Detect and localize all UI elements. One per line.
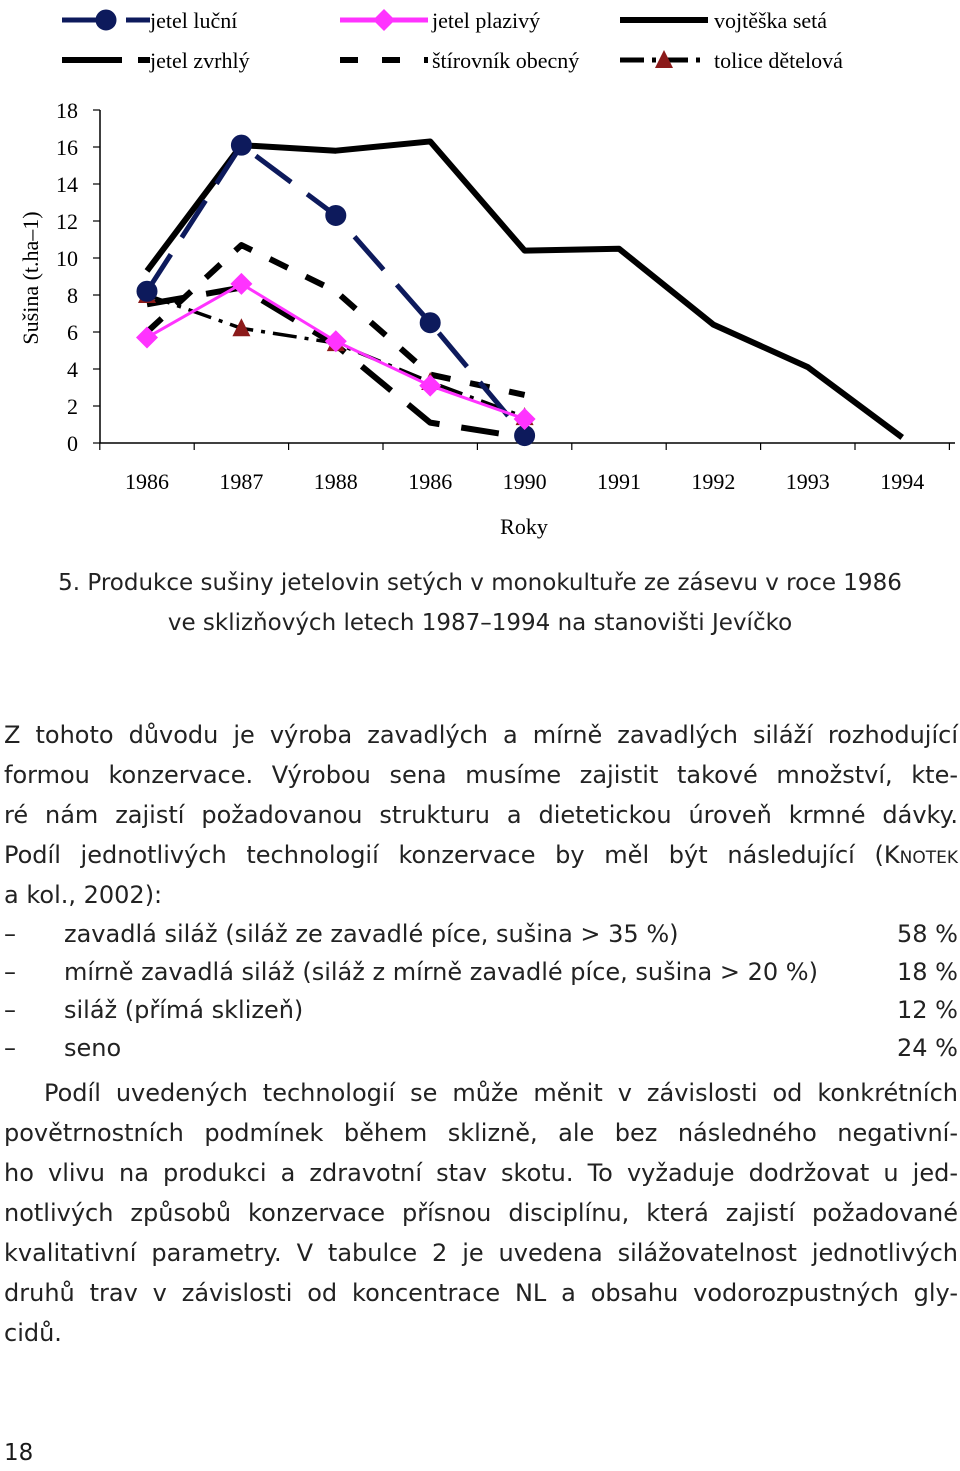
paragraph-2 [4,1073,958,1353]
x-tick-label: 1988 [313,469,358,494]
legend-label: štírovník obecný [432,48,580,73]
legend-item [340,48,579,73]
data-point-circle [420,313,440,333]
figure-caption [0,563,960,643]
list-dash: – [4,920,16,948]
x-tick-label: 1987 [219,469,264,494]
data-point-circle [326,205,346,225]
data-point-circle [231,135,251,155]
chart [0,0,960,550]
legend-label: jetel luční [150,8,238,33]
text-line: ré nám zajistí požadovanou strukturu a dietetickou úroveň krmné dávky. [4,801,958,829]
series-group [137,135,535,445]
legend-item [62,8,237,33]
data-point-circle [96,10,116,30]
y-tick-label: 8 [67,283,78,308]
list-item [4,915,958,953]
text-line: Z tohoto důvodu je výroba zavadlých a mírně zavadlých siláží rozhodující [4,721,958,749]
series-group [138,285,534,425]
series-group [136,273,536,430]
list-item-text: mírně zavadlá siláž (siláž z mírně zavadlé píce, sušina > 20 %) [64,958,818,986]
legend-item [340,8,540,33]
series-line [147,245,525,395]
y-tick-label: 16 [56,135,78,160]
caption-line-2: ve sklizňových letech 1987–1994 na stanovišti Jevíčko [167,610,793,636]
text-line: cidů. [4,1319,62,1347]
data-point-diamond [373,9,395,31]
legend-item [620,8,827,33]
paragraph-1 [4,715,958,915]
list-dash: – [4,958,16,986]
text-line: ho vlivu na produkci a zdravotní stav skotu. To vyžaduje dodržovat u jed- [4,1159,958,1187]
list-dash: – [4,996,16,1024]
legend-label: jetel zvrhlý [150,48,250,73]
y-tick-label: 4 [67,357,78,382]
list-item-value: 12 % [897,996,958,1024]
list-item-value: 58 % [897,920,958,948]
series-line [147,288,525,438]
list-item-value: 24 % [897,1034,958,1062]
list-item-text: zavadlá siláž (siláž ze zavadlé píce, sušina > 35 %) [64,920,679,948]
y-tick-label: 12 [56,209,78,234]
share-list [4,915,958,1067]
x-tick-label: 1992 [691,469,736,494]
x-tick-label: 1990 [502,469,547,494]
legend-item [62,48,250,73]
chart-svg [0,0,960,550]
x-axis-title: Roky [500,514,548,539]
y-tick-label: 0 [67,431,78,456]
caption-line-1: 5. Produkce sušiny jetelovin setých v monokultuře ze zásevu v roce 1986 [58,570,902,596]
list-item [4,953,958,991]
y-tick-label: 14 [56,172,78,197]
legend-item [620,48,843,73]
list-item-text: siláž (přímá sklizeň) [64,996,304,1024]
text-line: kvalitativní parametry. V tabulce 2 je uvedena silážovatelnost jednotlivých [4,1239,958,1267]
list-item-value: 18 % [897,958,958,986]
x-tick-label: 1986 [408,469,453,494]
list-item [4,1029,958,1067]
y-tick-label: 18 [56,98,78,123]
x-tick-label: 1991 [597,469,641,494]
series-group [147,288,525,438]
list-item-text: seno [64,1034,122,1062]
text-line [4,835,958,875]
legend-label: vojtěška setá [714,8,828,33]
text-line: Podíl uvedených technologií se může měnit v závislosti od konkrétních [44,1079,958,1107]
x-tick-label: 1986 [125,469,169,494]
citation-author: Knotek [883,841,958,869]
x-tick-label: 1994 [880,469,925,494]
y-tick-label: 2 [67,394,78,419]
series-group [147,245,525,395]
x-tick-label: 1993 [785,469,830,494]
text-line: formou konzervace. Výrobou sena musíme zajistit takové množství, kte- [4,761,958,789]
page-number: 18 [4,1440,34,1466]
text-line: notlivých způsobů konzervace přísnou disciplínu, která zajistí požadované [4,1199,958,1227]
data-point-circle [137,281,157,301]
list-dash: – [4,1034,16,1062]
y-axis-title: Sušina (t.ha–1) [18,211,43,345]
text-line: druhů trav v závislosti od koncentrace NL a obsahu vodorozpustných gly- [4,1279,958,1307]
data-point-diamond [514,408,536,430]
legend-label: jetel plazivý [432,8,541,33]
y-tick-label: 10 [56,246,78,271]
text-line: povětrnostních podmínek během sklizně, ale bez následného negativní- [4,1119,958,1147]
text-fragment: Podíl jednotlivých technologií konzervace by měl být následující ( [4,841,884,869]
body-text [4,715,958,1353]
legend-label: tolice dětelová [714,48,843,73]
list-item [4,991,958,1029]
data-point-diamond [136,327,158,349]
text-line: a kol., 2002): [4,881,163,909]
y-tick-label: 6 [67,320,78,345]
